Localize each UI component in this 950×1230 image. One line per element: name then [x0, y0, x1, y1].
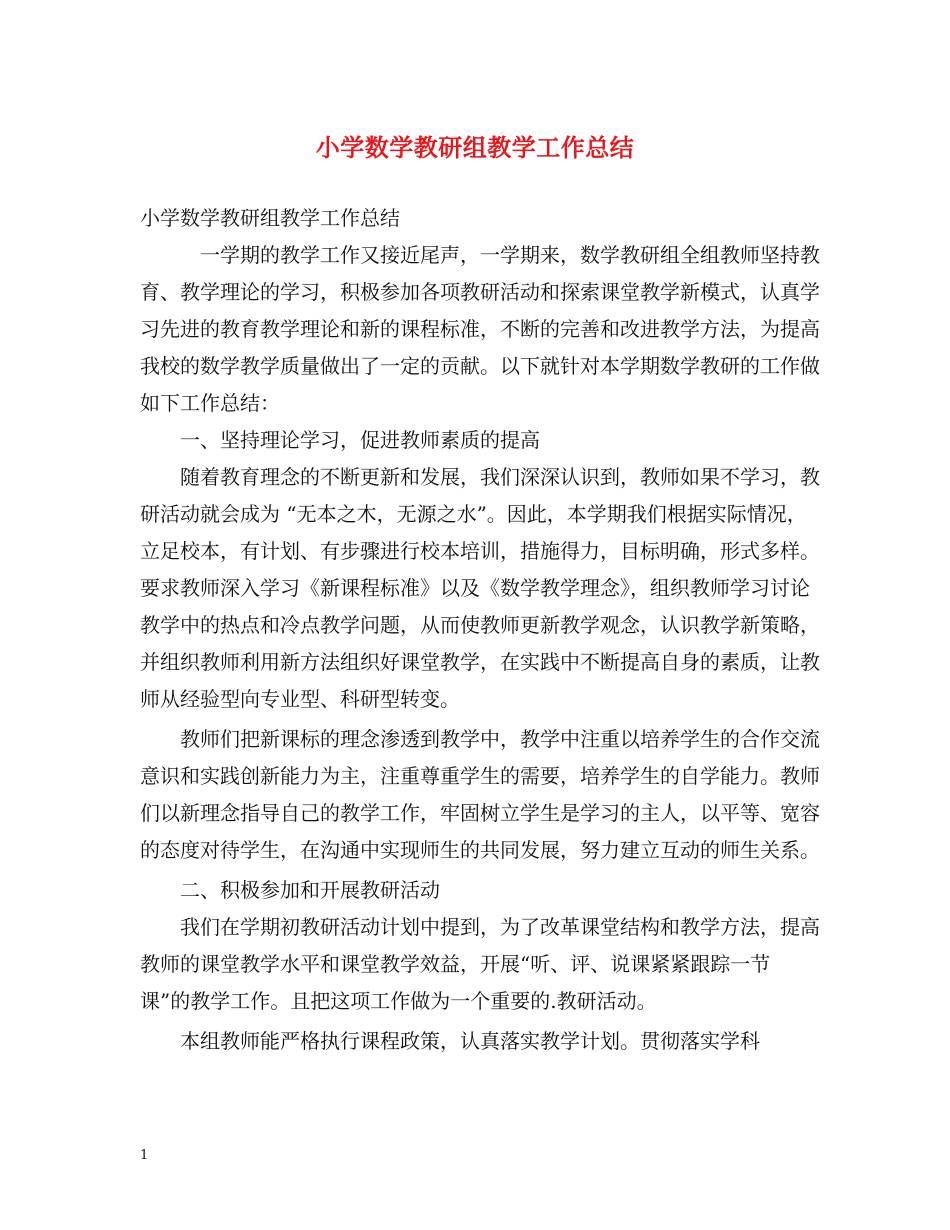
paragraph-activities: 我们在学期初教研活动计划中提到，为了改革课堂结构和教学方法，提高教师的课堂教学水平和课堂教学效益，开展“听、评、说课紧紧跟踪一节课”的教学工作。且把这项工作做为一个重要的.教研活动。 — [140, 915, 820, 1013]
document-title: 小学数学教研组教学工作总结 — [315, 133, 635, 162]
document-body — [140, 200, 820, 1060]
page-number: 1 — [140, 1148, 149, 1163]
subtitle: 小学数学教研组教学工作总结 — [140, 206, 400, 230]
section-heading-1: 一、坚持理论学习，促进教师素质的提高 — [180, 428, 540, 452]
paragraph-policy: 本组教师能严格执行课程政策，认真落实教学计划。贯彻落实学科 — [180, 1029, 760, 1053]
section-heading-2: 二、积极参加和开展教研活动 — [180, 878, 440, 902]
paragraph-theory: 随着教育理念的不断更新和发展，我们深深认识到，教师如果不学习，教研活动就会成为 “无本之木，无源之水”。因此，本学期我们根据实际情况，立足校本，有计划、有步骤进行校本培训，措施得力，目标明确，形式多样。要求教师深入学习《新课程标准》以及《数学教学理念》，组织教师学习讨论教学中的热点和冷点教学问题，从而使教师更新教学观念，认识教学新策略，并组织教师利用新方法组织好课堂教学，在实践中不断提高自身的素质，让教师从经验型向专业型、科研型转变。 — [140, 465, 820, 711]
paragraph-intro: 一学期的教学工作又接近尾声，一学期来，数学教研组全组教师坚持教育、教学理论的学习，积极参加各项教研活动和探索课堂教学新模式，认真学习先进的教育教学理论和新的课程标准，不断的完善和改进教学方法，为提高我校的数学教学质量做出了一定的贡献。以下就针对本学期数学教研的工作做如下工作总结： — [140, 243, 820, 415]
paragraph-new-curriculum: 教师们把新课标的理念渗透到教学中，教学中注重以培养学生的合作交流意识和实践创新能力为主，注重尊重学生的需要，培养学生的自学能力。教师们以新理念指导自己的教学工作，牢固树立学生是学习的主人，以平等、宽容的态度对待学生，在沟通中实现师生的共同发展，努力建立互动的师生关系。 — [140, 727, 820, 862]
